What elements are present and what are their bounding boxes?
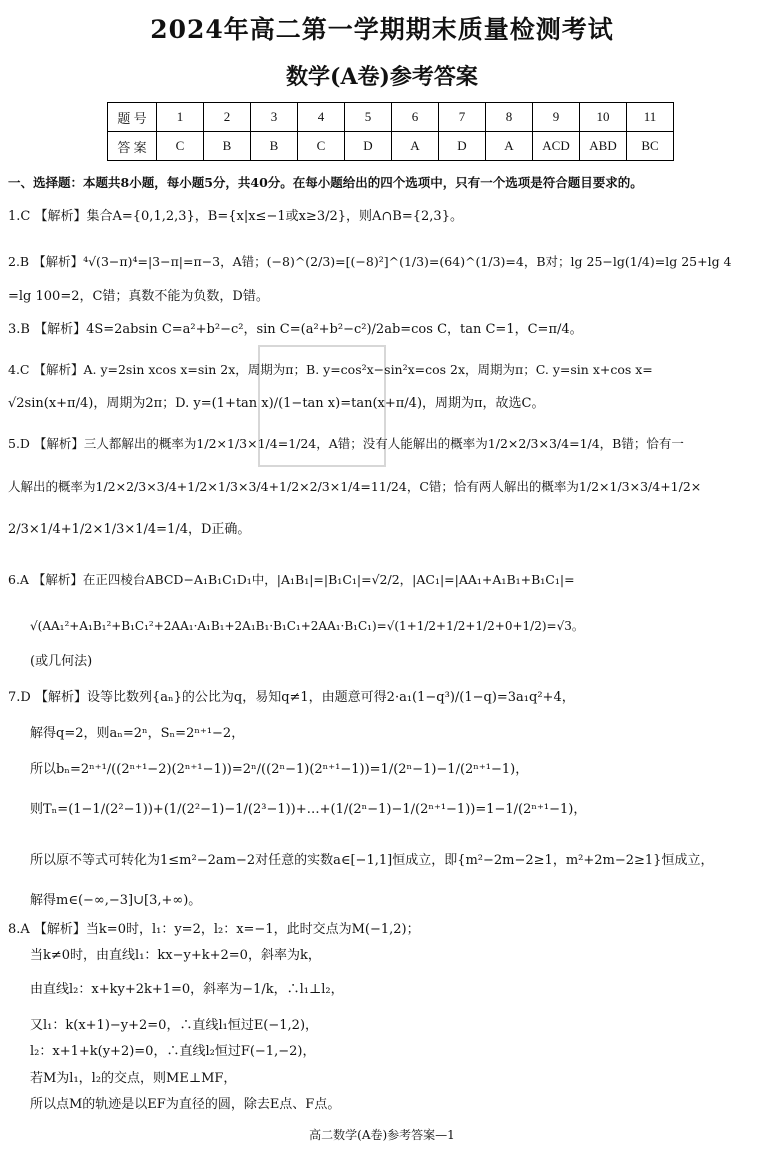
solution-q7-line6: 解得m∈(−∞,−3]∪[3,+∞)。 xyxy=(30,893,202,908)
table-cell: 10 xyxy=(580,103,627,132)
solution-q7-line3: 所以bₙ=2ⁿ⁺¹/((2ⁿ⁺¹−2)(2ⁿ⁺¹−1))=2ⁿ/((2ⁿ−1)(2ⁿ⁺¹−1))=1/(2ⁿ−1)−1/(2ⁿ⁺¹−1)， xyxy=(30,762,529,777)
table-cell: ABD xyxy=(580,132,627,161)
solution-q2-line1: 2.B 【解析】⁴√(3−π)⁴=|3−π|=π−3，A错；(−8)^(2/3)=[(−8)²]^(1/3)=(64)^(1/3)=4，B对；lg 25−lg(1/4)=lg 25+lg 4 xyxy=(8,254,732,269)
table-cell: C xyxy=(298,132,345,161)
solution-q7-line5: 所以原不等式可转化为1≤m²−2am−2对任意的实数a∈[−1,1]恒成立，即{m²−2m−2≥1，m²+2m−2≥1}恒成立， xyxy=(30,853,714,868)
table-cell: C xyxy=(157,132,204,161)
table-row-numbers xyxy=(108,103,674,132)
solution-q8-line2: 当k≠0时，由直线l₁：kx−y+k+2=0，斜率为k， xyxy=(30,948,321,963)
solution-q5-line1: 5.D 【解析】三人都解出的概率为1/2×1/3×1/4=1/24，A错；没有人能解出的概率为1/2×2/3×3/4=1/4，B错；恰有一 xyxy=(8,436,684,451)
table-cell: A xyxy=(392,132,439,161)
table-cell: ACD xyxy=(533,132,580,161)
page-subtitle: 数学(A卷)参考答案 xyxy=(286,64,478,90)
answer-table xyxy=(107,102,674,161)
solution-q7-line4: 则Tₙ=(1−1/(2²−1))+(1/(2²−1)−1/(2³−1))+…+(1/(2ⁿ−1)−1/(2ⁿ⁺¹−1))=1−1/(2ⁿ⁺¹−1)， xyxy=(30,802,587,817)
solution-q2-line2: =lg 100=2，C错；真数不能为负数，D错。 xyxy=(8,289,269,304)
solution-q5-line2: 人解出的概率为1/2×2/3×3/4+1/2×1/3×3/4+1/2×2/3×1/4=11/24，C错；恰有两人解出的概率为1/2×1/3×3/4+1/2× xyxy=(8,479,702,494)
table-cell: 2 xyxy=(204,103,251,132)
solution-q8-line3: 由直线l₂：x+ky+2k+1=0，斜率为−1/k，∴l₁⊥l₂， xyxy=(30,982,344,997)
table-row-answers xyxy=(108,132,674,161)
solution-q8-line5: l₂：x+1+k(y+2)=0，∴直线l₂恒过F(−1,−2)， xyxy=(30,1044,316,1059)
solution-q8-line1: 8.A 【解析】当k=0时，l₁：y=2，l₂：x=−1，此时交点为M(−1,2)； xyxy=(8,922,420,937)
table-cell: 8 xyxy=(486,103,533,132)
table-cell: 5 xyxy=(345,103,392,132)
solution-q8-line6: 若M为l₁，l₂的交点，则ME⊥MF， xyxy=(30,1071,237,1086)
page-footer: 高二数学(A卷)参考答案—1 xyxy=(309,1128,455,1142)
table-cell: 11 xyxy=(627,103,674,132)
table-cell: A xyxy=(486,132,533,161)
table-cell: B xyxy=(251,132,298,161)
table-cell: 6 xyxy=(392,103,439,132)
table-cell: 7 xyxy=(439,103,486,132)
solution-q4-line2: √2sin(x+π/4)，周期为2π；D. y=(1+tan x)/(1−tan x)=tan(x+π/4)，周期为π，故选C。 xyxy=(8,396,545,411)
solution-q6-line3: (或几何法) xyxy=(30,654,93,669)
solution-q6-line2: √(AA₁²+A₁B₁²+B₁C₁²+2AA₁·A₁B₁+2A₁B₁·B₁C₁+2AA₁·B₁C₁)=√(1+1/2+1/2+1/2+0+1/2)=√3。 xyxy=(30,619,584,633)
solution-q7-line2: 解得q=2，则aₙ=2ⁿ，Sₙ=2ⁿ⁺¹−2， xyxy=(30,726,245,741)
table-cell: D xyxy=(345,132,392,161)
solution-q8-line4: 又l₁：k(x+1)−y+2=0，∴直线l₁恒过E(−1,2)， xyxy=(30,1018,319,1033)
table-cell: 4 xyxy=(298,103,345,132)
table-cell: 3 xyxy=(251,103,298,132)
solution-q3: 3.B 【解析】4S=2absin C=a²+b²−c²，sin C=(a²+b²−c²)/2ab=cos C，tan C=1，C=π/4。 xyxy=(8,322,583,337)
solution-q7-line1: 7.D 【解析】设等比数列{aₙ}的公比为q，易知q≠1，由题意可得2·a₁(1−q³)/(1−q)=3a₁q²+4， xyxy=(8,690,575,705)
table-cell: 9 xyxy=(533,103,580,132)
table-cell: B xyxy=(204,132,251,161)
solution-q5-line3: 2/3×1/4+1/2×1/3×1/4=1/4，D正确。 xyxy=(8,522,251,537)
table-cell: BC xyxy=(627,132,674,161)
solution-q4-line1: 4.C 【解析】A. y=2sin xcos x=sin 2x，周期为π；B. y=cos²x−sin²x=cos 2x，周期为π；C. y=sin x+cos x= xyxy=(8,362,653,377)
page-title: 2024年高二第一学期期末质量检测考试 xyxy=(150,15,614,44)
solution-q8-line7: 所以点M的轨迹是以EF为直径的圆，除去E点、F点。 xyxy=(30,1097,341,1112)
solution-q6-line1: 6.A 【解析】在正四棱台ABCD−A₁B₁C₁D₁中，|A₁B₁|=|B₁C₁|=√2/2，|AC₁|=|AA₁+A₁B₁+B₁C₁|= xyxy=(8,572,575,587)
table-cell: D xyxy=(439,132,486,161)
table-cell: 1 xyxy=(157,103,204,132)
row-label-answers: 答 案 xyxy=(108,132,157,161)
section-header: 一、选择题：本题共8小题，每小题5分，共40分。在每小题给出的四个选项中，只有一个选项是符合题目要求的。 xyxy=(8,175,643,190)
solution-q1: 1.C 【解析】集合A={0,1,2,3}，B={x|x≤−1或x≥3/2}，则A∩B={2,3}。 xyxy=(8,209,463,224)
row-label-numbers: 题 号 xyxy=(108,103,157,132)
